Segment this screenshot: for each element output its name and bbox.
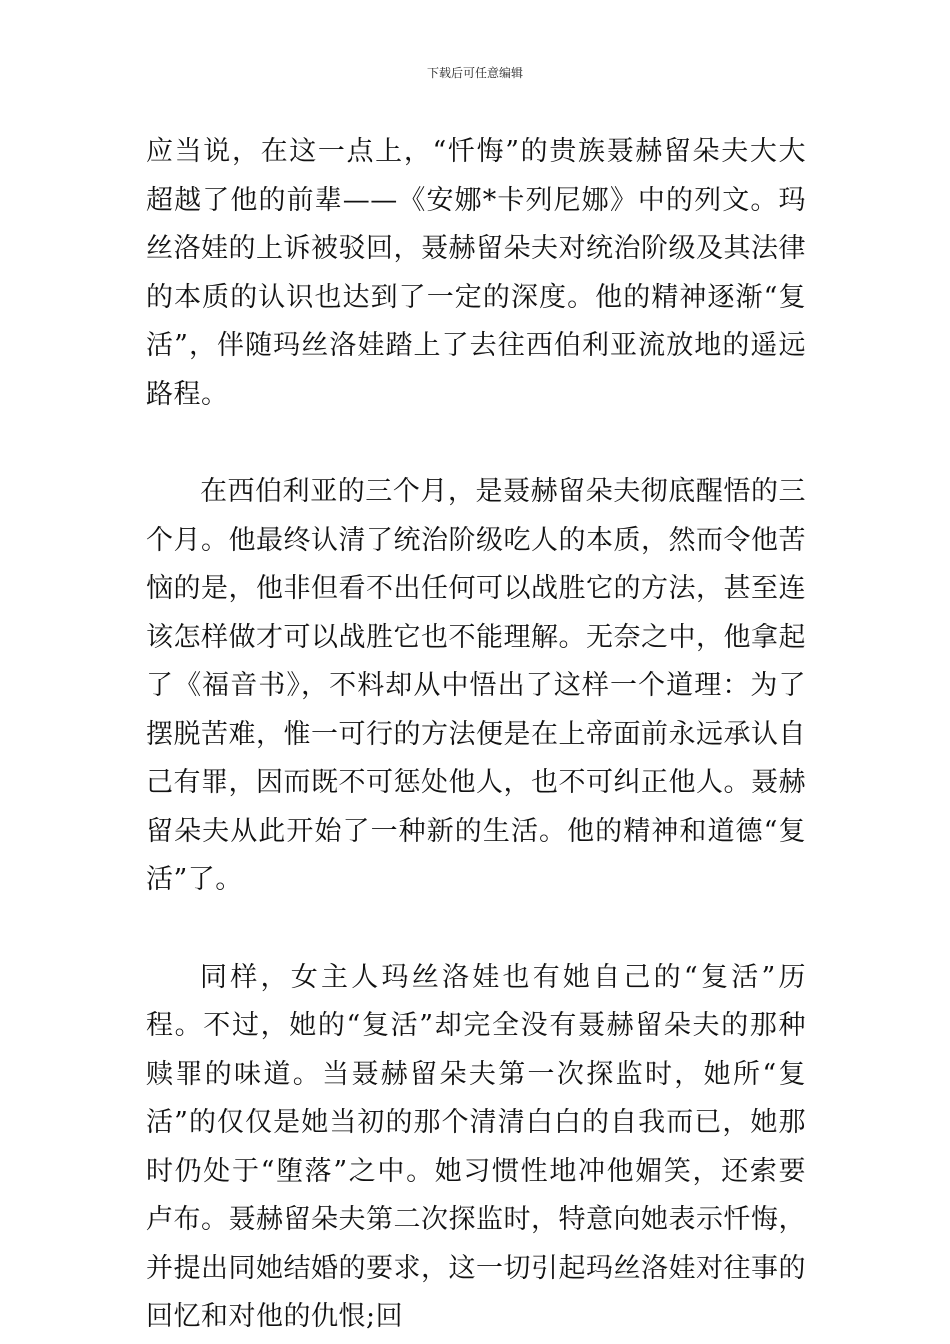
- paragraph-3: 同样，女主人玛丝洛娃也有她自己的“复活”历程。不过，她的“复活”却完全没有聂赫留朵夫的那种赎罪的味道。当聂赫留朵夫第一次探监时，她所“复活”的仅仅是她当初的那个清清白白的自我而已，她那时仍处于“堕落”之中。她习惯性地冲他媚笑，还索要卢布。聂赫留朵夫第二次探监时，特意向她表示忏悔，并提出同她结婚的要求，这一切引起玛丝洛娃对往事的回忆和对他的仇恨;回: [146, 961, 806, 1332]
- paragraph-gap: [146, 419, 806, 468]
- paragraph-2: 在西伯利亚的三个月，是聂赫留朵夫彻底醒悟的三个月。他最终认清了统治阶级吃人的本质，然而令他苦恼的是，他非但看不出任何可以战胜它的方法，甚至连该怎样做才可以战胜它也不能理解。无奈之中，他拿起了《福音书》，不料却从中悟出了这样一个道理：为了摆脱苦难，惟一可行的方法便是在上帝面前永远承认自己有罪，因而既不可惩处他人，也不可纠正他人。聂赫留朵夫从此开始了一种新的生活。他的精神和道德“复活”了。: [146, 476, 806, 895]
- paragraph-gap: [146, 905, 806, 954]
- document-body: [146, 128, 806, 1342]
- paragraph-1: 应当说，在这一点上，“忏悔”的贵族聂赫留朵夫大大超越了他的前辈——《安娜*卡列尼娜》中的列文。玛丝洛娃的上诉被驳回，聂赫留朵夫对统治阶级及其法律的本质的认识也达到了一定的深度。他的精神逐渐“复活”，伴随玛丝洛娃踏上了去往西伯利亚流放地的遥远路程。: [146, 136, 806, 410]
- page-header: 下载后可任意编辑: [426, 66, 523, 80]
